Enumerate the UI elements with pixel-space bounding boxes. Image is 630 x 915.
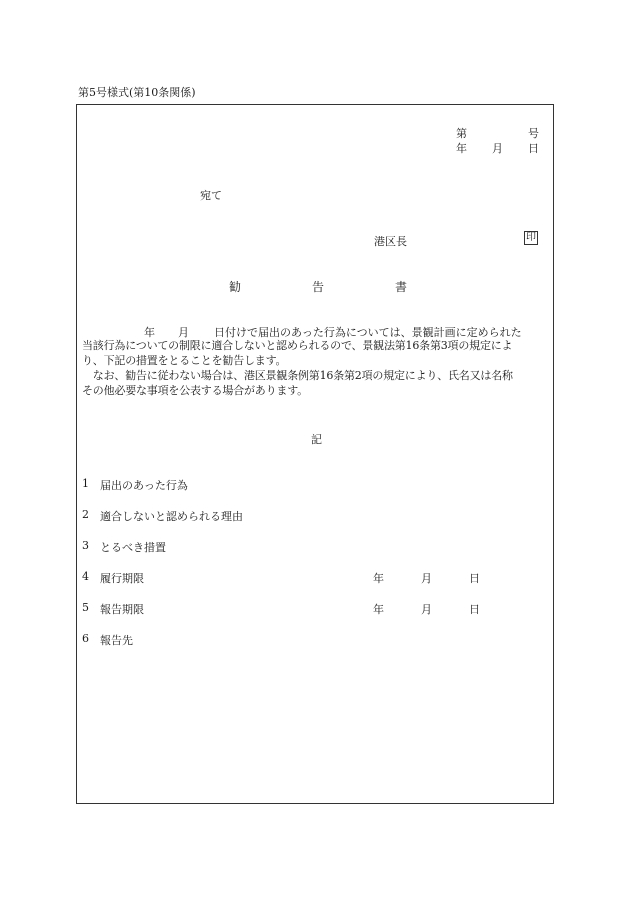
body-line-3: り、下記の措置をとることを勧告します。	[82, 354, 287, 367]
body-month: 月	[178, 326, 189, 339]
seal-mark: 印	[526, 232, 536, 243]
item-month: 月	[421, 603, 432, 616]
body-line-1: 日付けで届出のあった行為については、景観計画に定められた	[214, 326, 522, 339]
item-number: 5	[82, 601, 89, 614]
item-label: とるべき措置	[100, 541, 166, 554]
item-label: 報告期限	[100, 603, 144, 616]
header-date-day: 日	[528, 142, 539, 155]
item-number: 3	[82, 539, 89, 552]
item-number: 6	[82, 632, 89, 645]
header-date-year: 年	[456, 142, 467, 155]
item-day: 日	[469, 572, 480, 585]
body-year: 年	[144, 326, 155, 339]
item-number: 4	[82, 570, 89, 583]
item-year: 年	[373, 603, 384, 616]
form-frame	[76, 104, 554, 804]
addressee-suffix: 宛て	[200, 189, 222, 202]
number-prefix: 第	[456, 127, 467, 140]
item-day: 日	[469, 603, 480, 616]
item-number: 2	[82, 508, 89, 521]
item-label: 履行期限	[100, 572, 144, 585]
form-label: 第5号様式(第10条関係)	[78, 86, 196, 99]
item-label: 届出のあった行為	[100, 479, 188, 492]
body-line-4: なお、勧告に従わない場合は、港区景観条例第16条第2項の規定により、氏名又は名称	[82, 369, 513, 382]
item-year: 年	[373, 572, 384, 585]
title-char-3: 書	[395, 280, 408, 294]
ki-heading: 記	[311, 433, 322, 446]
number-suffix: 号	[528, 127, 539, 140]
item-number: 1	[82, 477, 89, 490]
header-date-month: 月	[492, 142, 503, 155]
item-label: 適合しないと認められる理由	[100, 510, 243, 523]
body-line-2: 当該行為についての制限に適合しないと認められるので、景観法第16条第3項の規定によ	[82, 339, 513, 352]
item-month: 月	[421, 572, 432, 585]
title-char-2: 告	[312, 280, 325, 294]
body-line-5: その他必要な事項を公表する場合があります。	[82, 384, 308, 397]
title-char-1: 勧	[229, 280, 242, 294]
item-label: 報告先	[100, 634, 133, 647]
issuer-name: 港区長	[374, 235, 407, 248]
